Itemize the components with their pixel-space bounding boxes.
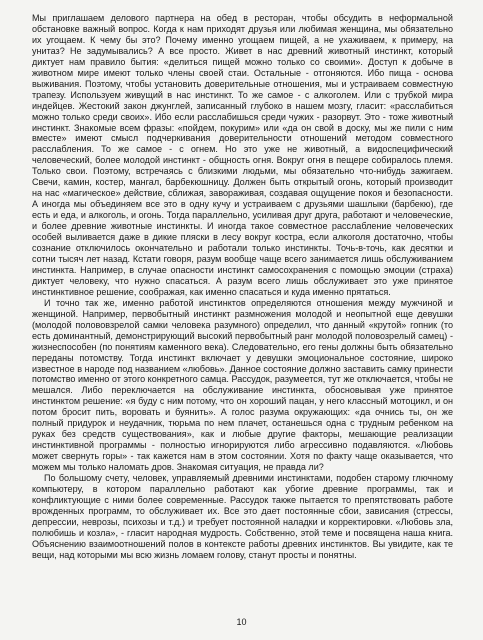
paragraph: Мы приглашаем делового партнера на обед в ресторан, чтобы обсудить в неформальной обстановке важный вопрос. Когда к нам приходят друзья или любимая женщина, мы обязательно их угощаем. К чему бы это? Почему именно угощаем пищей, а не ухаживаем, к примеру, на унитаз? Не задумывались? А все просто. Живет в нас древний животный инстинкт, который диктует нам правило бытия: «делиться пищей можно только со своими». Доступ к добыче в животном мире имеют только члены своей стаи. Остальные - отгоняются. Ибо пища - основа выживания. Поэтому, чтобы установить доверительные отношения, мы и устраиваем совместную трапезу. Используем живущий в нас инстинкт. То же самое - с алкоголем. Или с трубкой мира индейцев. Жестокий закон джунглей, записанный глубоко в нашем мозгу, гласит: «расслабиться можно только среди своих». Ибо если расслабишься среди чужих - разорвут. Это - тоже животный инстинкт. Знакомые всем фразы: «пойдем, покурим» или «да он свой в доску, мы же пили с ним вместе» имеют смысл подчеркивания доверительности отношений методом совместного расслабления. То же самое - с огнем. Но это уже не животный, а видоспецифический человеческий, более молодой инстинкт - общность огня. Вокруг огня в пещере собиралось племя. Только свои. Поэтому, встречаясь с близкими людьми, мы обязательно что-нибудь зажигаем. Свечи, камин, костер, мангал, барбекюшницу. Должен быть открытый огонь, который производит на нас «магическое» действие, сближая, завораживая, создавая ощущение покоя и безопасности. А иногда мы объединяем все это в одну кучу и устраиваем с друзьями шашлыки (барбекю), где есть и еда, и алкоголь, и огонь. Тогда параллельно, усиливая друг друга, работают и человеческие, и более древние животные инстинкты. И иногда такое совместное расслабление человеческих особей выливается даже в дикие пляски в лесу вокруг костра, если алкоголя достаточно, чтобы сознание отключилось окончательно и работали только инстинкты. Точь-в-точь, как десятки и сотни тысяч лет назад. Кстати говоря, разум вообще чаще всего занимается лишь обслуживанием инстинкта. Например, в случае опасности инстинкт самосохранения с помощью эмоции (страха) диктует человеку, что нужно спасаться. А разум всего лишь обслуживает это уже принятое инстинктивное решение, соображая, как именно спасаться и куда именно прятаться. [32,13,453,297]
paragraph: По большому счету, человек, управляемый древними инстинктами, подобен старому глючному компьютеру, в котором параллельно работают как убогие древние программы, так и конфликтующие с ними более современные. Рассудок также пытается то препятствовать работе врожденных программ, то обслуживает их. Все это дает постоянные сбои, зависания (стрессы, депрессии, неврозы, психозы и т.д.) и требует постоянной наладки и корректировки. «Любовь зла, полюбишь и козла», - гласит народная мудрость. Собственно, этой теме и посвящена наша книга. Объяснению взаимоотношений полов в контексте работы древних инстинктов. Вы увидите, как те вещи, над которыми мы всю жизнь ломаем голову, станут просты и понятны. [32,473,453,560]
paragraph: И точно так же, именно работой инстинктов определяются отношения между мужчиной и женщиной. Например, первобытный инстинкт размножения молодой и неопытной еще девушки (молодой полововзрелой самки человека разумного) определил, что данный «крутой» гопник (то есть доминантный, демонстрирующий высокий первобытный ранг молодой половозрелый самец) - жизнеспособен (по понятиям каменного века). Следовательно, его гены должны быть обязательно переданы потомству. Тогда инстинкт включает у девушки эмоциональное состояние, широко известное в народе под названием «любовь». Данное состояние должно заставить самку принести потомство именно от этого конкретного самца. Рассудок, разумеется, тут же отключается, чтобы не мешался. Либо переключается на обслуживание инстинкта, обосновывая уже принятое инстинктом решение: «я буду с ним потому, что он хороший пацан, у него классный мотоцикл, и он потом бросит пить, воровать и буянить». А голос разума окружающих: «да очнись ты, он же полный придурок и неудачник, тюрьма по нем плачет, останешься одна с трудным ребенком на руках без средств существования», как и любые другие факторы, мешающие реализации инстинктивной программы - полностью игнорируются либо агрессивно подавляются. «Любовь может свернуть горы» - так кажется нам в этом состоянии. Хотя по факту чаще оказывается, что можем мы только наломать дров. Знакомая ситуация, не правда ли? [32,297,453,473]
page-number: 10 [236,617,247,627]
